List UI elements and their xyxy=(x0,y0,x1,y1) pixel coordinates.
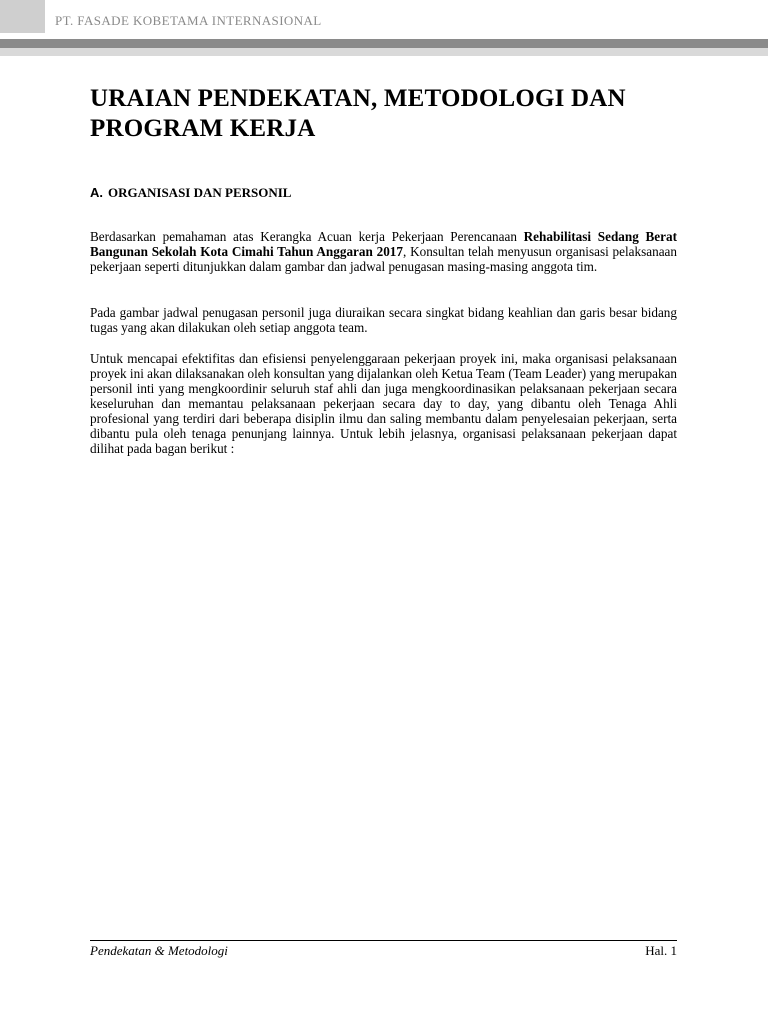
project-name: Rehabilitasi Sedang Berat Bangunan Sekolah Kota Cimahi Tahun Anggaran 2017 xyxy=(90,229,677,259)
section-heading xyxy=(90,185,291,201)
footer-rule xyxy=(90,940,677,941)
page-number: Hal. 1 xyxy=(645,943,677,958)
paragraph-2: Pada gambar jadwal penugasan personil juga diuraikan secara singkat bidang keahlian dan garis besar bidang tugas yang akan dilakukan oleh setiap anggota team. xyxy=(90,305,677,335)
document-title: URAIAN PENDEKATAN, METODOLOGI DAN PROGRAM KERJA xyxy=(90,85,626,142)
paragraph-1-start: Berdasarkan pemahaman atas Kerangka Acuan kerja Pekerjaan Perencanaan xyxy=(90,229,517,244)
paragraph-1 xyxy=(90,229,677,274)
header-gray-block xyxy=(0,0,45,33)
section-heading-text: ORGANISASI DAN PERSONIL xyxy=(108,185,292,200)
paragraph-1-end: , Konsultan telah menyusun organisasi pelaksanaan pekerjaan seperti ditunjukkan dalam gambar dan jadwal penugasan masing-masing anggota tim. xyxy=(90,244,677,274)
header-bar-light xyxy=(0,48,768,56)
company-name: PT. FASADE KOBETAMA INTERNASIONAL xyxy=(55,13,322,28)
paragraph-3: Untuk mencapai efektifitas dan efisiensi penyelenggaraan pekerjaan proyek ini, maka organisasi pelaksanaan proyek ini akan dilaksanakan oleh konsultan yang dijalankan oleh Ketua Team (Team Leader) yang merupakan personil inti yang mengkoordinir seluruh staf ahli dan juga mengkoordinasikan pelaksanaan pekerjaan secara keseluruhan dan memantau pelaksanaan pekerjaan secara day to day, yang dibantu oleh Tenaga Ahli profesional yang terdiri dari beberapa disiplin ilmu dan saling membantu dalam penyelesaian pekerjaan, serta dibantu pula oleh tenaga penunjang lainnya. Untuk lebih jelasnya, organisasi pelaksanaan pekerjaan dapat dilihat pada bagan berikut : xyxy=(90,351,677,456)
header-bar-dark xyxy=(0,39,768,48)
footer-section-title: Pendekatan & Metodologi xyxy=(90,943,228,958)
section-letter: A. xyxy=(90,185,103,200)
